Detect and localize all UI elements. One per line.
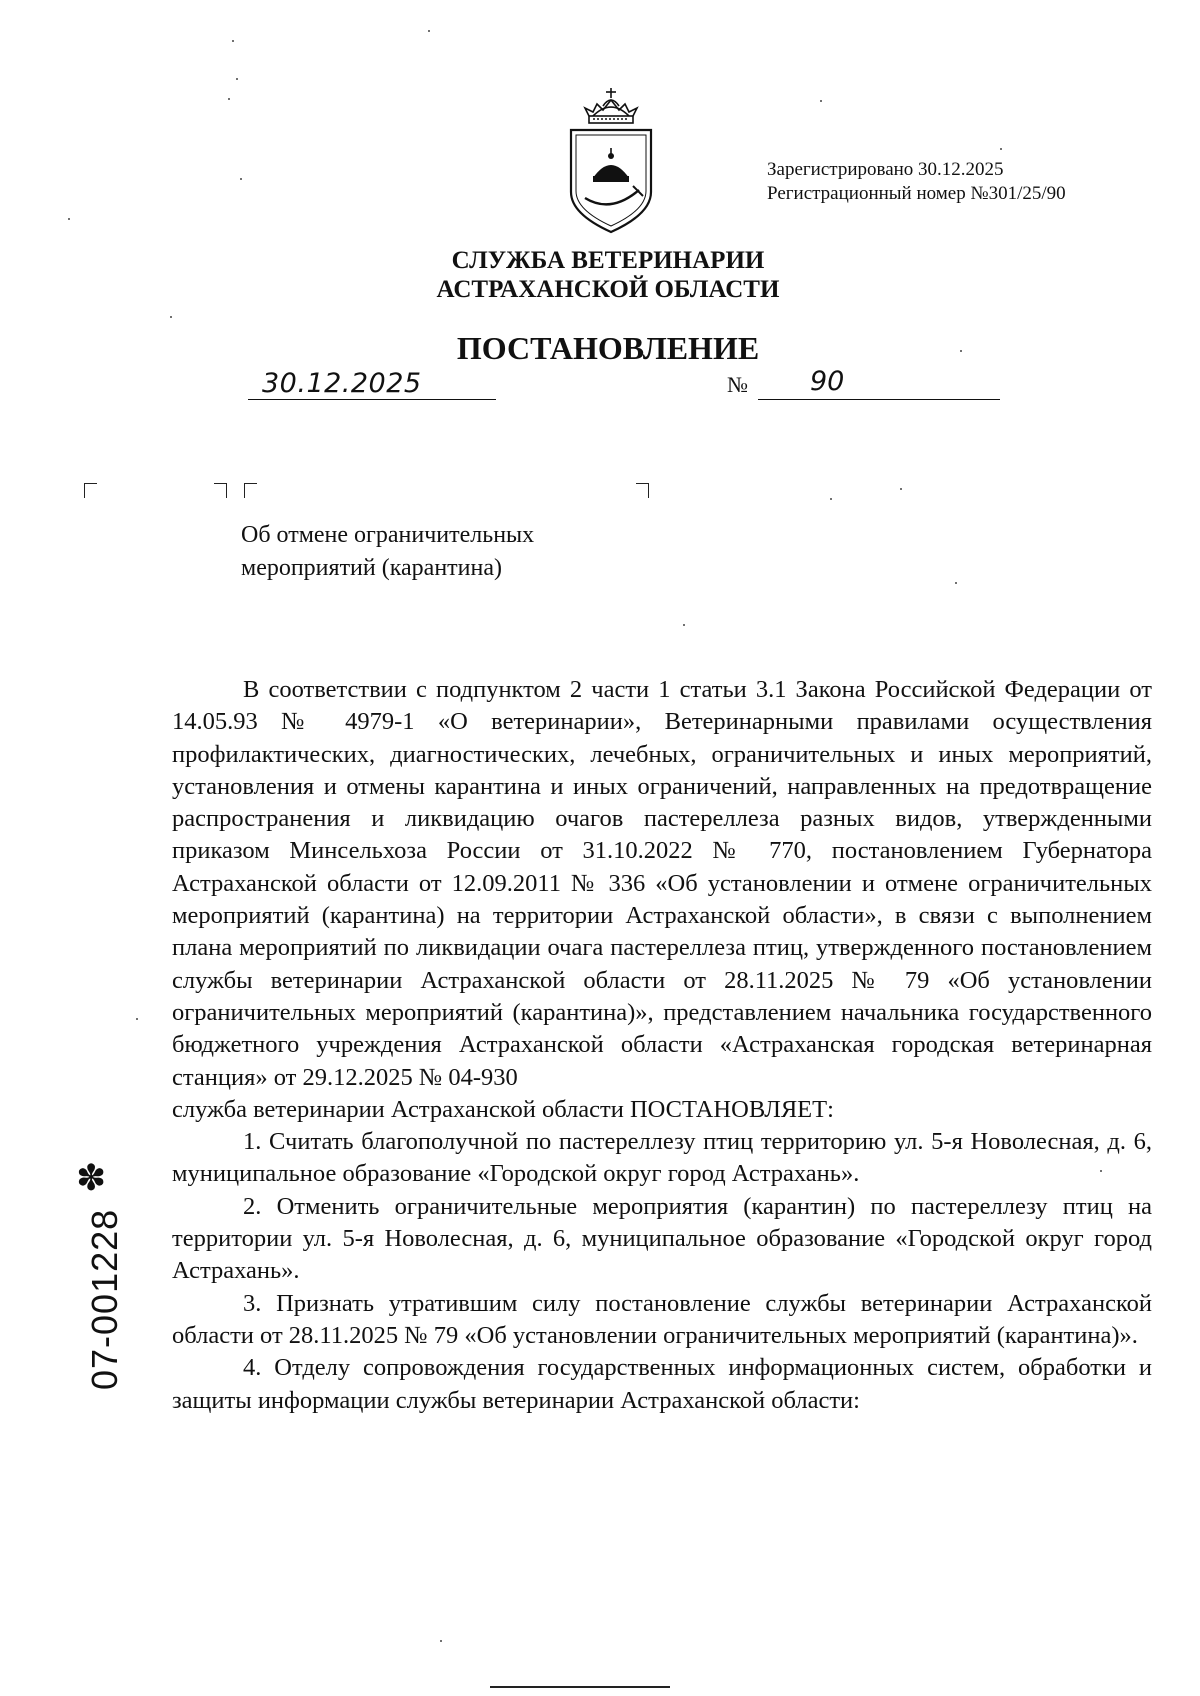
body-item-3: 3. Признать утратившим силу постановление службы ветеринарии Астраханской области от 28.11.2025 № 79 «Об установлении ограничительных мероприятий (карантина)». [172, 1289, 1152, 1349]
asterisk-stamp-icon: ✽ [76, 1158, 107, 1199]
scan-speck [232, 40, 234, 42]
body-item-4: 4. Отделу сопровождения государственных информационных систем, обработки и защиты информации службы ветеринарии Астраханской области: [172, 1354, 1152, 1414]
registration-stamp [767, 158, 1066, 206]
registration-number: Регистрационный номер №301/25/90 [767, 183, 1066, 204]
scan-speck [236, 78, 238, 80]
document-type-title: ПОСТАНОВЛЕНИЕ [456, 330, 760, 366]
body-preamble: В соответствии с подпунктом 2 части 1 статьи 3.1 Закона Российской Федерации от 14.05.93 № 4979-1 «О ветеринарии», Ветеринарными правилами осуществления профилактических, диагностических, лечебных, ограничительных и иных мероприятий, установления и отмены карантина и иных ограничений, направленных на предотвращение распространения и ликвидацию очагов пастереллеза разных видов, утвержденными приказом Минсельхоза России от 31.10.2022 № 770, постановлением Губернатора Астраханской области от 12.09.2011 № 336 «Об установлении и отмене ограничительных мероприятий (карантина) на территории Астраханской области», в связи с выполнением плана мероприятий по ликвидации очага пастереллеза птиц, утвержденного постановлением службы ветеринарии Астраханской области от 28.11.2025 № 79 «Об установлении ограничительных мероприятий (карантина)», представлением начальника государственного бюджетного учреждения Астраханской области «Астраханская городская ветеринарная станция» от 29.12.2025 № 04-930 [172, 676, 1152, 1091]
scan-speck [820, 100, 822, 102]
corner-mark-subject-close [636, 483, 649, 498]
subject-line1: Об отмене ограничительных [241, 522, 535, 548]
scan-speck [68, 218, 70, 220]
subject-line2: мероприятий (карантина) [241, 555, 502, 581]
agency-name [0, 246, 1200, 304]
number-label: № [727, 372, 748, 397]
scan-speck [228, 98, 230, 100]
bottom-edge-line [490, 1686, 670, 1688]
scan-speck [830, 498, 832, 500]
document-body [172, 674, 1152, 1417]
document-subject [241, 519, 534, 585]
document-number: 90 [810, 366, 845, 397]
scan-speck [1100, 1170, 1102, 1172]
body-resolves: служба ветеринарии Астраханской области ПОСТАНОВЛЯЕТ: [172, 1095, 834, 1123]
corner-mark-subject-left-close [214, 483, 227, 498]
agency-name-line1: СЛУЖБА ВЕТЕРИНАРИИ [451, 247, 765, 274]
scan-speck [170, 316, 172, 318]
document-date: 30.12.2025 [262, 368, 422, 399]
side-registration-number: 07-001228 [84, 1208, 125, 1390]
corner-mark-left [84, 483, 97, 498]
scan-speck [955, 582, 957, 584]
scan-speck [440, 1640, 442, 1642]
scan-speck [960, 350, 962, 352]
date-underline [248, 399, 496, 400]
scan-speck [1000, 148, 1002, 150]
scan-speck [683, 624, 685, 626]
scan-speck [240, 178, 242, 180]
scan-speck [136, 1018, 138, 1020]
scan-speck [428, 30, 430, 32]
corner-mark-subject-open [244, 483, 257, 498]
coat-of-arms-emblem [563, 86, 659, 236]
agency-name-line2: АСТРАХАНСКОЙ ОБЛАСТИ [436, 276, 780, 303]
scan-speck [900, 488, 902, 490]
number-underline [758, 399, 1000, 400]
body-item-1: 1. Считать благополучной по пастереллезу птиц территорию ул. 5-я Новолесная, д. 6, муниципальное образование «Городской округ город Астрахань». [172, 1128, 1152, 1188]
body-item-2: 2. Отменить ограничительные мероприятия (карантин) по пастереллезу птиц на территории ул. 5-я Новолесная, д. 6, муниципальное образование «Городской округ город Астрахань». [172, 1192, 1152, 1285]
registration-date: Зарегистрировано 30.12.2025 [767, 159, 1004, 180]
